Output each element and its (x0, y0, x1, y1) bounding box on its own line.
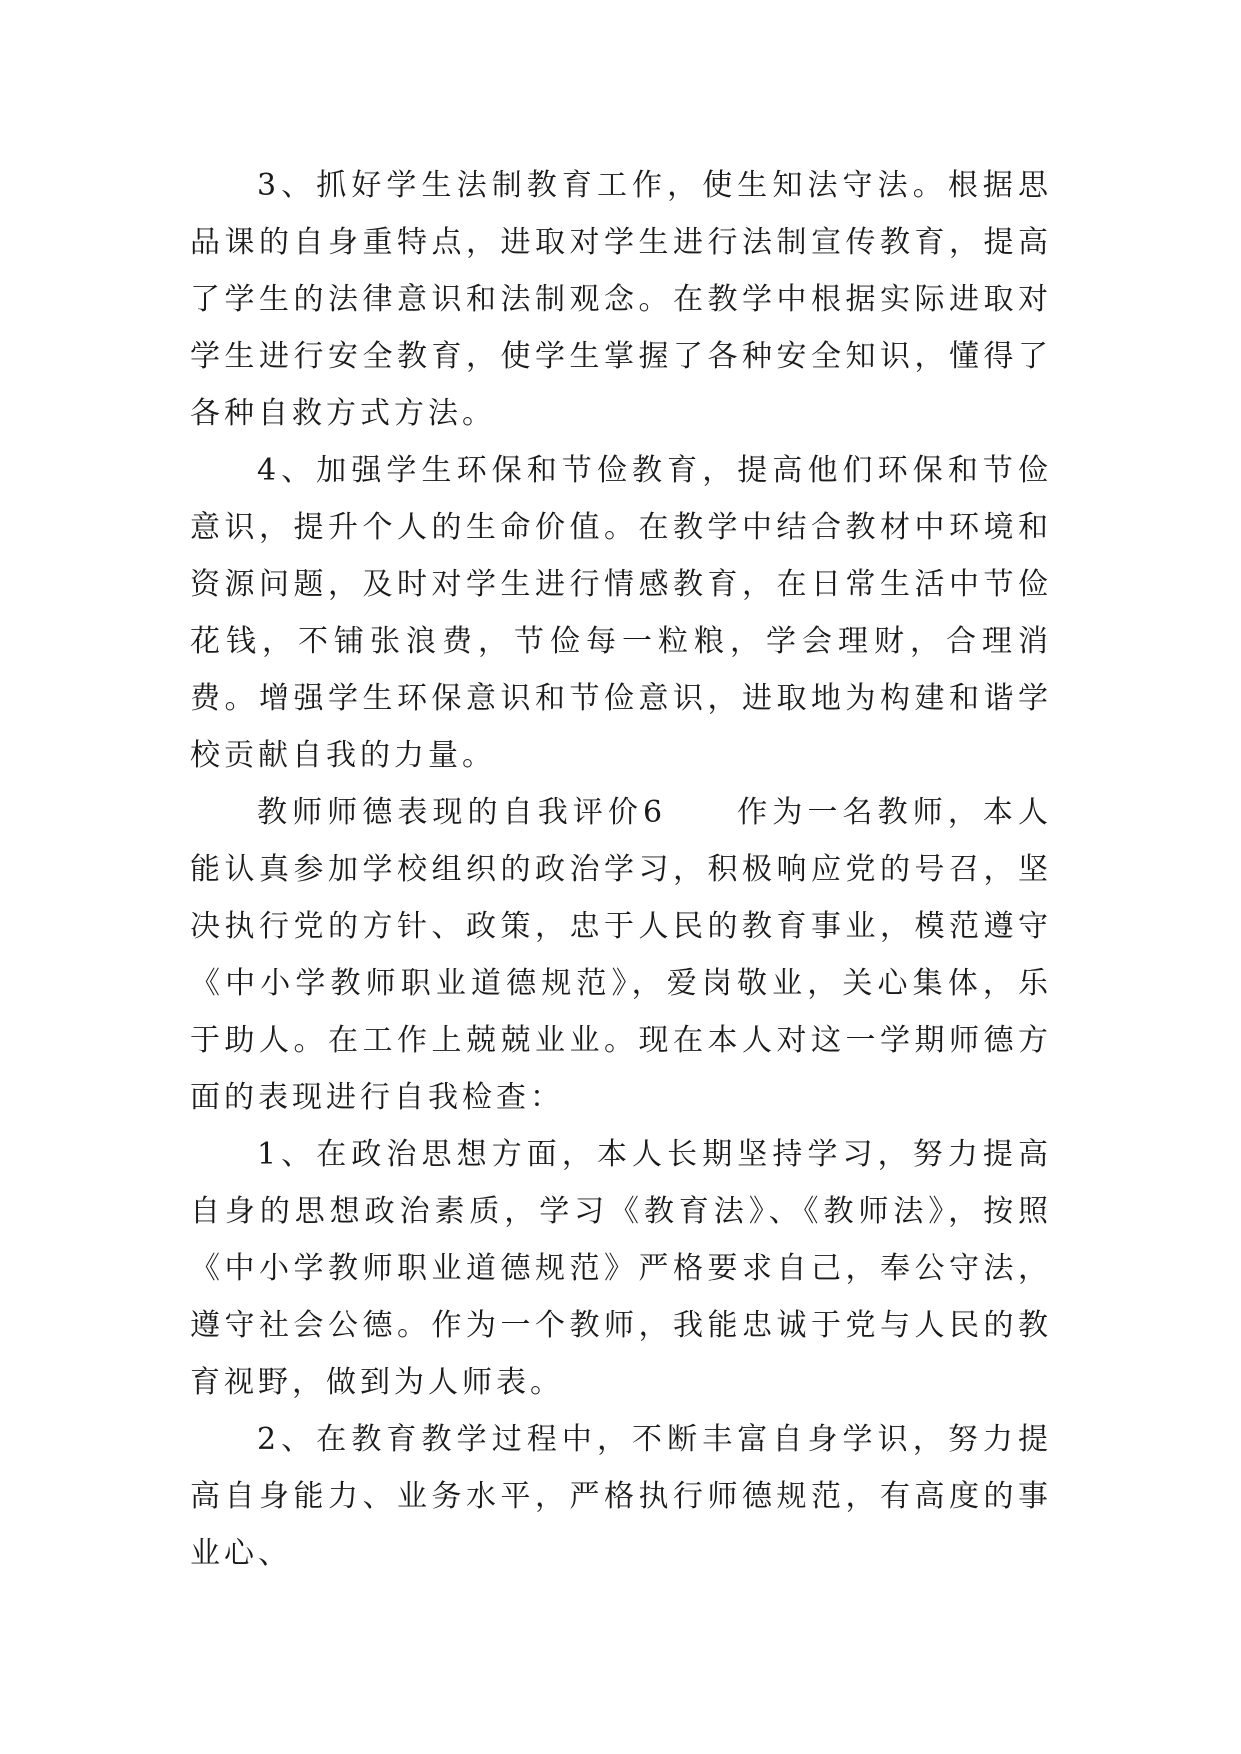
paragraph-political-thought: 1、在政治思想方面，本人长期坚持学习，努力提高自身的思想政治素质，学习《教育法》、《教师法》，按照《中小学教师职业道德规范》严格要求自己，奉公守法，遵守社会公德。作为一个教师，我能忠诚于党与人民的教育视野，做到为人师表。 (190, 1137, 1052, 1400)
paragraph-legal-education: 3、抓好学生法制教育工作，使生知法守法。根据思品课的自身重特点，进取对学生进行法制宣传教育，提高了学生的法律意识和法制观念。在教学中根据实际进取对学生进行安全教育，使学生掌握了各种安全知识，懂得了各种自救方式方法。 (190, 168, 1052, 431)
paragraph-environment-thrift: 4、加强学生环保和节俭教育，提高他们环保和节俭意识，提升个人的生命价值。在教学中结合教材中环境和资源问题，及时对学生进行情感教育，在日常生活中节俭花钱，不铺张浪费，节俭每一粒粮，学会理财，合理消费。增强学生环保意识和节俭意识，进取地为构建和谐学校贡献自我的力量。 (190, 453, 1052, 773)
paragraph-teaching-process: 2、在教育教学过程中，不断丰富自身学识，努力提高自身能力、业务水平，严格执行师德规范，有高度的事业心、 (190, 1422, 1052, 1571)
paragraph-self-evaluation-intro: 教师师德表现的自我评价6 作为一名教师，本人能认真参加学校组织的政治学习，积极响应党的号召，坚决执行党的方针、政策，忠于人民的教育事业，模范遵守《中小学教师职业道德规范》，爱岗敬业，关心集体，乐于助人。在工作上兢兢业业。现在本人对这一学期师德方面的表现进行自我检查： (190, 795, 1052, 1115)
document-body (190, 157, 1052, 1582)
